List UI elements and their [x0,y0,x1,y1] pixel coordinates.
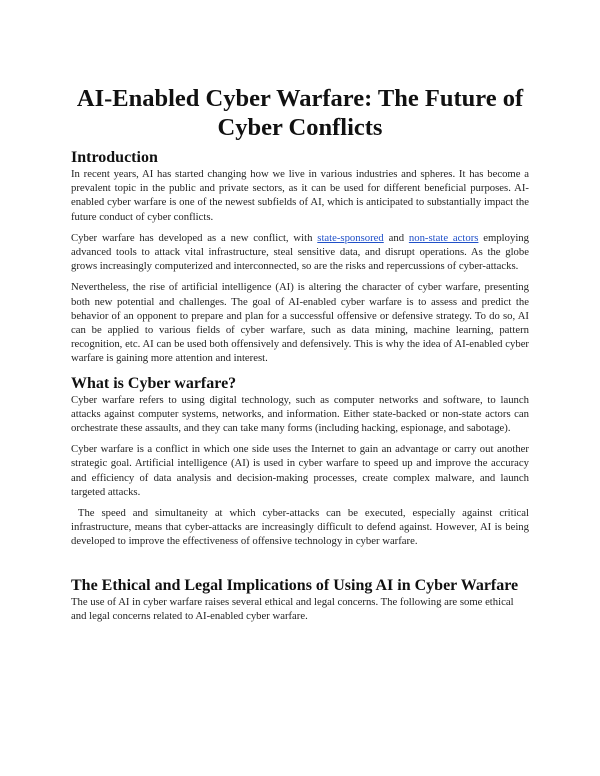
paragraph-what-3: The speed and simultaneity at which cyber-attacks can be executed, especially against critical infrastructure, means that cyber-attacks are increasingly difficult to defend against. However, AI is being developed to improve the effectiveness of offensive technology in cyber warfare. [71,507,532,548]
paragraph-intro-2 [71,231,529,274]
paragraph-ethics-1: The use of AI in cyber warfare raises several ethical and legal concerns. The following are some ethical and legal concerns related to AI-enabled cyber warfare. [71,595,514,622]
paragraph-intro-2-text-mid: and [383,231,409,244]
paragraph-intro-2-text-start: Cyber warfare has developed as a new conflict, with [71,231,318,244]
section-heading-what-is-cyber-warfare: What is Cyber warfare? [71,374,237,392]
paragraph-intro-3: Nevertheless, the rise of artificial intelligence (AI) is altering the character of cyber warfare, presenting both new potential and challenges. The goal of AI-enabled cyber warfare is to assess and predict the behavior of an opponent to prepare and plan for a successful offensive or defensive strategy. To do so, AI can be applied to various fields of cyber warfare, such as data mining, machine learning, pattern recognition, etc. AI can be used both offensively and defensively. This is why the idea of AI-enabled cyber warfare is gaining more attention and interest. [71,281,529,365]
paragraph-intro-1: In recent years, AI has started changing how we live in various industries and spheres. It has become a prevalent topic in the public and private sectors, as it can be used for different beneficial purposes. AI-enabled cyber warfare is one of the newest subfields of AI, which is anticipated to substantially impact the future conduct of cyber conflicts. [71,168,529,223]
paragraph-what-1: Cyber warfare refers to using digital technology, such as computer networks and software, to launch attacks against computer systems, networks, and information. Either state-backed or non-state actors can orchestrate these assaults, and they can take many forms (including hacking, espionage, and sabotage). [71,393,529,435]
paragraph-what-2: Cyber warfare is a conflict in which one side uses the Internet to gain an advantage or carry out another strategic goal. Artificial intelligence (AI) is used in cyber warfare to speed up and improve the accuracy and efficiency of data analysis and decision-making processes, create complex malware, and launch targeted attacks. [71,443,529,498]
section-heading-ethical-legal: The Ethical and Legal Implications of Using AI in Cyber Warfare [71,576,519,594]
section-heading-introduction: Introduction [71,149,158,166]
state-sponsored-link[interactable]: state-sponsored [317,231,384,244]
document-title: AI-Enabled Cyber Warfare: The Future of Cyber Conflicts [76,85,524,141]
paragraph-intro-2-text-end: employing advanced tools to attack vital infrastructure, steal sensitive data, and disrupt operations. As the globe grows increasingly computerized and interconnected, so are the risks and repercussions of cyber-attacks. [71,231,529,273]
non-state-actors-link[interactable]: non-state actors [408,231,479,244]
document-body [71,84,532,623]
